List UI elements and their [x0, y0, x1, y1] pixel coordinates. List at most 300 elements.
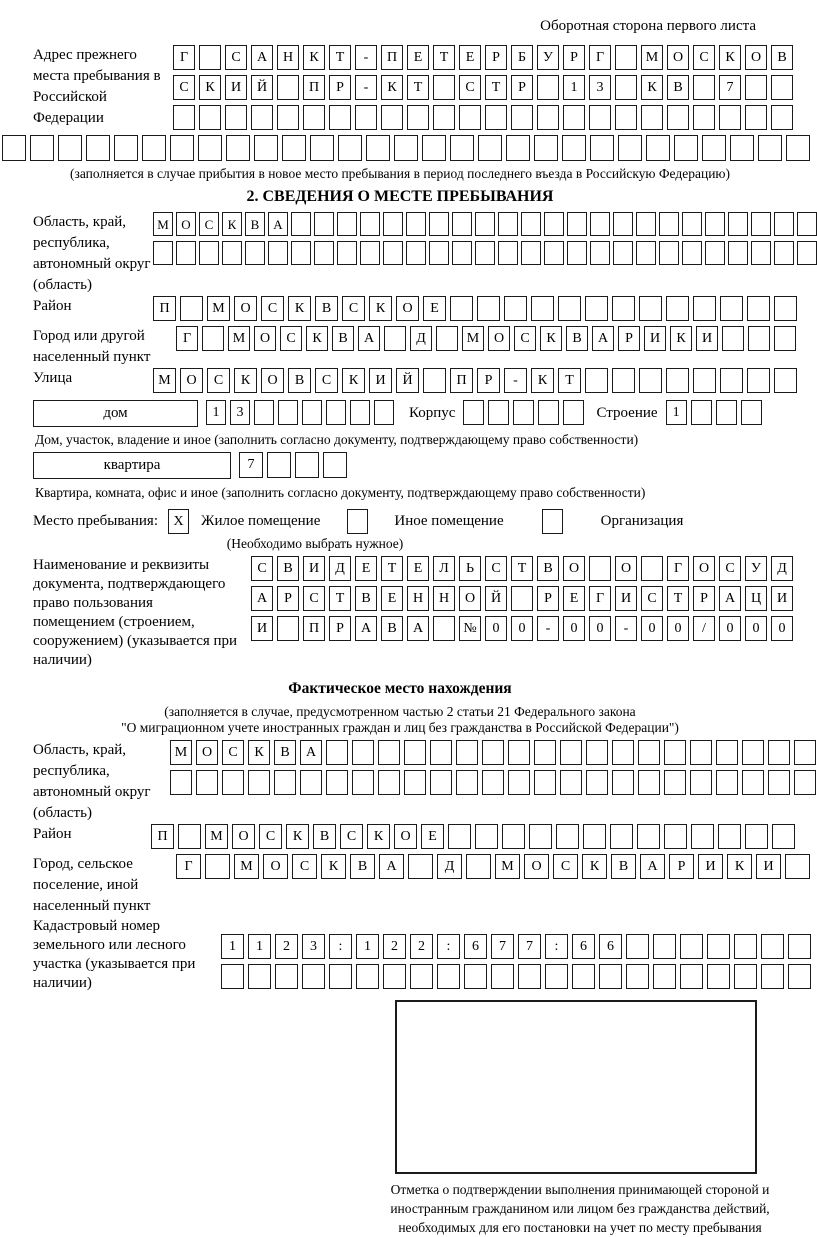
char-box: О [394, 824, 417, 849]
char-box [537, 105, 559, 130]
char-box: 0 [771, 616, 793, 641]
char-box [615, 105, 637, 130]
char-box: М [462, 326, 484, 351]
char-box [664, 740, 686, 765]
char-box: 7 [491, 934, 514, 959]
char-box: Е [355, 556, 377, 581]
char-box: С [719, 556, 741, 581]
char-box [450, 135, 474, 161]
section2-title: 2. СВЕДЕНИЯ О МЕСТЕ ПРЕБЫВАНИЯ [246, 188, 554, 205]
char-box [626, 934, 649, 959]
char-box: Р [669, 854, 694, 879]
char-box [178, 824, 201, 849]
char-box [337, 241, 357, 265]
char-box [170, 770, 192, 795]
char-box: В [274, 740, 296, 765]
char-box: Н [277, 45, 299, 70]
char-box: 7 [239, 452, 263, 478]
char-box [680, 964, 703, 989]
char-box: К [222, 212, 242, 236]
stamp-box [395, 1000, 757, 1174]
cadastral-row-2 [221, 964, 811, 989]
char-box: С [173, 75, 195, 100]
char-box [199, 45, 221, 70]
char-box [58, 135, 82, 161]
char-box [646, 135, 670, 161]
char-box [690, 770, 712, 795]
char-box: К [719, 45, 741, 70]
corner-note: Оборотная сторона первого листа [540, 18, 756, 34]
char-box: В [566, 326, 588, 351]
char-box: И [303, 556, 325, 581]
char-box [748, 326, 770, 351]
char-box [448, 824, 471, 849]
char-box [282, 135, 306, 161]
char-box: С [693, 45, 715, 70]
char-box: С [303, 586, 325, 611]
char-box [291, 241, 311, 265]
char-box: Л [433, 556, 455, 581]
district2-label: Район [33, 826, 72, 842]
char-box: Е [423, 296, 446, 321]
char-box [205, 854, 230, 879]
char-box [693, 105, 715, 130]
apartment-row [239, 452, 347, 478]
char-box [702, 135, 726, 161]
char-box: Т [329, 586, 351, 611]
region2-label: Область, край, республика, автономный округ (область) [33, 742, 151, 821]
char-box [350, 400, 370, 425]
char-box [730, 135, 754, 161]
char-box: Р [329, 616, 351, 641]
char-box [2, 135, 26, 161]
char-box: 3 [230, 400, 250, 425]
char-box [747, 296, 770, 321]
street-label: Улица [33, 370, 73, 386]
char-box [475, 241, 495, 265]
char-box [488, 400, 509, 425]
char-box [314, 212, 334, 236]
char-box [338, 135, 362, 161]
char-box [383, 241, 403, 265]
char-box: К [234, 368, 257, 393]
char-box: 1 [563, 75, 585, 100]
char-box [794, 740, 816, 765]
char-box: О [488, 326, 510, 351]
char-box: С [340, 824, 363, 849]
char-box [466, 854, 491, 879]
char-box [295, 452, 319, 478]
char-box [337, 212, 357, 236]
char-box [560, 740, 582, 765]
char-box [221, 964, 244, 989]
char-box: И [225, 75, 247, 100]
char-box [498, 241, 518, 265]
char-box [502, 824, 525, 849]
district2-block [33, 824, 800, 854]
char-box [691, 400, 712, 425]
char-box: С [280, 326, 302, 351]
char-box [199, 241, 219, 265]
char-box [452, 212, 472, 236]
prev-address-rows [173, 45, 793, 135]
char-box [352, 770, 374, 795]
char-box [693, 368, 716, 393]
char-box [585, 368, 608, 393]
char-box [720, 368, 743, 393]
char-box [508, 740, 530, 765]
char-box: А [251, 586, 273, 611]
region-label: Область, край, республика, автономный округ (область) [33, 214, 151, 293]
char-box [352, 740, 374, 765]
char-box: О [254, 326, 276, 351]
char-box: : [329, 934, 352, 959]
char-box [30, 135, 54, 161]
char-box [705, 241, 725, 265]
char-box: В [288, 368, 311, 393]
char-box: В [245, 212, 265, 236]
char-box: К [531, 368, 554, 393]
char-box: К [286, 824, 309, 849]
char-box [751, 212, 771, 236]
char-box: К [727, 854, 752, 879]
char-box: О [524, 854, 549, 879]
char-box: Й [251, 75, 273, 100]
char-box [667, 105, 689, 130]
char-box: У [745, 556, 767, 581]
char-box: 2 [275, 934, 298, 959]
char-box [659, 212, 679, 236]
char-box [277, 75, 299, 100]
char-box [477, 296, 500, 321]
char-box [761, 964, 784, 989]
char-box [638, 770, 660, 795]
char-box: Д [771, 556, 793, 581]
char-box: О [693, 556, 715, 581]
char-box [682, 241, 702, 265]
char-box [383, 964, 406, 989]
char-box: Й [485, 586, 507, 611]
char-box [774, 326, 796, 351]
char-box: К [342, 368, 365, 393]
char-box [761, 934, 784, 959]
char-box [734, 964, 757, 989]
char-box [786, 135, 810, 161]
char-box: Т [381, 556, 403, 581]
char-box: О [667, 45, 689, 70]
char-box: В [332, 326, 354, 351]
char-box: 0 [719, 616, 741, 641]
char-box [404, 740, 426, 765]
char-box [718, 824, 741, 849]
char-box [406, 212, 426, 236]
char-box: Е [421, 824, 444, 849]
char-box: В [611, 854, 636, 879]
char-box [248, 770, 270, 795]
char-box: 0 [745, 616, 767, 641]
char-box: К [381, 75, 403, 100]
prev-address-row-2 [173, 75, 793, 100]
char-box [771, 105, 793, 130]
char-box: Г [589, 586, 611, 611]
char-box: К [369, 296, 392, 321]
char-box: 7 [719, 75, 741, 100]
document-row-2 [251, 586, 793, 611]
char-box: В [277, 556, 299, 581]
char-box [719, 105, 741, 130]
prev-address-note: (заполняется в случае прибытия в новое место пребывания в период последнего въезда в Российскую Федерацию) [69, 166, 731, 181]
checkbox-inoe [347, 509, 368, 534]
char-box [521, 241, 541, 265]
apartment-block [33, 452, 800, 483]
char-box [142, 135, 166, 161]
char-box: Р [693, 586, 715, 611]
char-box: Н [407, 586, 429, 611]
char-box: М [153, 368, 176, 393]
char-box: В [381, 616, 403, 641]
char-box: А [640, 854, 665, 879]
char-box [326, 740, 348, 765]
char-box [638, 740, 660, 765]
char-box [613, 241, 633, 265]
char-box: М [205, 824, 228, 849]
char-box [302, 400, 322, 425]
char-box [326, 770, 348, 795]
char-box: О [234, 296, 257, 321]
char-box: 1 [666, 400, 687, 425]
char-box [254, 400, 274, 425]
char-box [589, 105, 611, 130]
char-box [666, 368, 689, 393]
char-box [556, 824, 579, 849]
char-box [742, 740, 764, 765]
char-box: 0 [563, 616, 585, 641]
char-box: С [222, 740, 244, 765]
char-box: Р [511, 75, 533, 100]
char-box: А [268, 212, 288, 236]
char-box [531, 296, 554, 321]
char-box [567, 212, 587, 236]
char-box [303, 105, 325, 130]
char-box: А [592, 326, 614, 351]
char-box [615, 45, 637, 70]
char-box [612, 296, 635, 321]
char-box [222, 241, 242, 265]
cadastral-label: Кадастровый номер земельного или лесного участка (указывается при наличии) [33, 918, 196, 991]
char-box: Г [173, 45, 195, 70]
char-box: К [248, 740, 270, 765]
char-box [558, 296, 581, 321]
char-box [518, 964, 541, 989]
char-box [268, 241, 288, 265]
document-row-3 [251, 616, 793, 641]
char-box [674, 135, 698, 161]
char-box: М [207, 296, 230, 321]
char-box: В [315, 296, 338, 321]
document-block [33, 556, 800, 670]
char-box [482, 740, 504, 765]
char-box [86, 135, 110, 161]
char-box [653, 964, 676, 989]
char-box [745, 105, 767, 130]
char-box: С [259, 824, 282, 849]
char-box: : [437, 934, 460, 959]
char-box: Т [407, 75, 429, 100]
char-box [705, 212, 725, 236]
char-box [639, 368, 662, 393]
char-box: С [485, 556, 507, 581]
char-box: А [379, 854, 404, 879]
char-box [381, 105, 403, 130]
char-box: С [459, 75, 481, 100]
char-box: Т [667, 586, 689, 611]
char-box [562, 135, 586, 161]
char-box: В [350, 854, 375, 879]
char-box: Е [381, 586, 403, 611]
prev-address-row-3 [173, 105, 793, 130]
char-box [774, 296, 797, 321]
char-box: К [641, 75, 663, 100]
document-label: Наименование и реквизиты документа, подтверждающего право пользования помещением (строением, сооружением) (указывается при наличии) [33, 557, 238, 668]
char-box: Р [477, 368, 500, 393]
char-box: П [381, 45, 403, 70]
city2-label: Город, сельское поселение, иной населенный пункт [33, 856, 151, 914]
char-box: А [300, 740, 322, 765]
char-box [626, 964, 649, 989]
cadastral-block [33, 917, 800, 994]
char-box: Е [407, 45, 429, 70]
char-box [659, 241, 679, 265]
house-number-row [206, 400, 394, 425]
region2-rows [170, 740, 816, 800]
char-box [741, 400, 762, 425]
korpus-label: Корпус [409, 405, 456, 421]
char-box [326, 400, 346, 425]
char-box: П [450, 368, 473, 393]
char-box [774, 241, 794, 265]
char-box: В [771, 45, 793, 70]
document-row-1 [251, 556, 793, 581]
char-box [433, 75, 455, 100]
cadastral-row-1 [221, 934, 811, 959]
char-box: : [545, 934, 568, 959]
char-box [664, 770, 686, 795]
char-box: А [407, 616, 429, 641]
char-box [278, 400, 298, 425]
char-box: Р [277, 586, 299, 611]
char-box: М [641, 45, 663, 70]
char-box [383, 212, 403, 236]
char-box [590, 212, 610, 236]
char-box: А [251, 45, 273, 70]
char-box [637, 824, 660, 849]
char-box [534, 770, 556, 795]
actual-location-note-2: "О миграционном учете иностранных граждан и лиц без гражданства в Российской Федерации") [121, 720, 679, 735]
char-box: - [355, 75, 377, 100]
char-box: П [303, 616, 325, 641]
char-box [544, 212, 564, 236]
stay-type-label: Место пребывания: [33, 513, 158, 529]
char-box [430, 770, 452, 795]
char-box: Е [407, 556, 429, 581]
char-box [521, 212, 541, 236]
char-box [433, 616, 455, 641]
char-box: А [355, 616, 377, 641]
char-box [463, 400, 484, 425]
char-box: Г [667, 556, 689, 581]
region2-row-1 [170, 740, 816, 765]
char-box: П [151, 824, 174, 849]
char-box [751, 241, 771, 265]
char-box [378, 770, 400, 795]
char-box: Е [563, 586, 585, 611]
char-box [513, 400, 534, 425]
char-box [794, 770, 816, 795]
prev-address-label: Адрес прежнего места пребывания в Российской Федерации [33, 47, 161, 126]
char-box [459, 105, 481, 130]
char-box [291, 212, 311, 236]
char-box [707, 964, 730, 989]
char-box: К [306, 326, 328, 351]
char-box [590, 135, 614, 161]
char-box [277, 105, 299, 130]
char-box: Т [511, 556, 533, 581]
char-box [690, 740, 712, 765]
region-row-1 [153, 212, 817, 236]
stamp-area [0, 1000, 800, 1174]
char-box [768, 770, 790, 795]
char-box: Т [433, 45, 455, 70]
char-box: М [495, 854, 520, 879]
checkbox-zhiloe: X [168, 509, 189, 534]
char-box: Р [485, 45, 507, 70]
char-box [310, 135, 334, 161]
char-box: 0 [589, 616, 611, 641]
char-box [774, 368, 797, 393]
char-box: К [303, 45, 325, 70]
char-box [226, 135, 250, 161]
char-box [410, 964, 433, 989]
option-inoe-label: Иное помещение [394, 513, 504, 529]
char-box: Е [459, 45, 481, 70]
char-box [641, 556, 663, 581]
char-box [450, 296, 473, 321]
char-box [747, 368, 770, 393]
char-box: К [321, 854, 346, 879]
char-box [768, 740, 790, 765]
char-box: В [667, 75, 689, 100]
char-box [567, 241, 587, 265]
char-box: Т [485, 75, 507, 100]
char-box: 2 [410, 934, 433, 959]
char-box [797, 212, 817, 236]
char-box [720, 296, 743, 321]
prev-address-row-4 [2, 135, 800, 161]
char-box: 3 [589, 75, 611, 100]
char-box [680, 934, 703, 959]
char-box: Г [589, 45, 611, 70]
char-box [788, 964, 811, 989]
char-box: С [261, 296, 284, 321]
char-box [504, 296, 527, 321]
district-label: Район [33, 298, 72, 314]
char-box [734, 934, 757, 959]
char-box [360, 241, 380, 265]
char-box [664, 824, 687, 849]
korpus-row [463, 400, 584, 425]
char-box: Г [176, 854, 201, 879]
char-box [585, 296, 608, 321]
